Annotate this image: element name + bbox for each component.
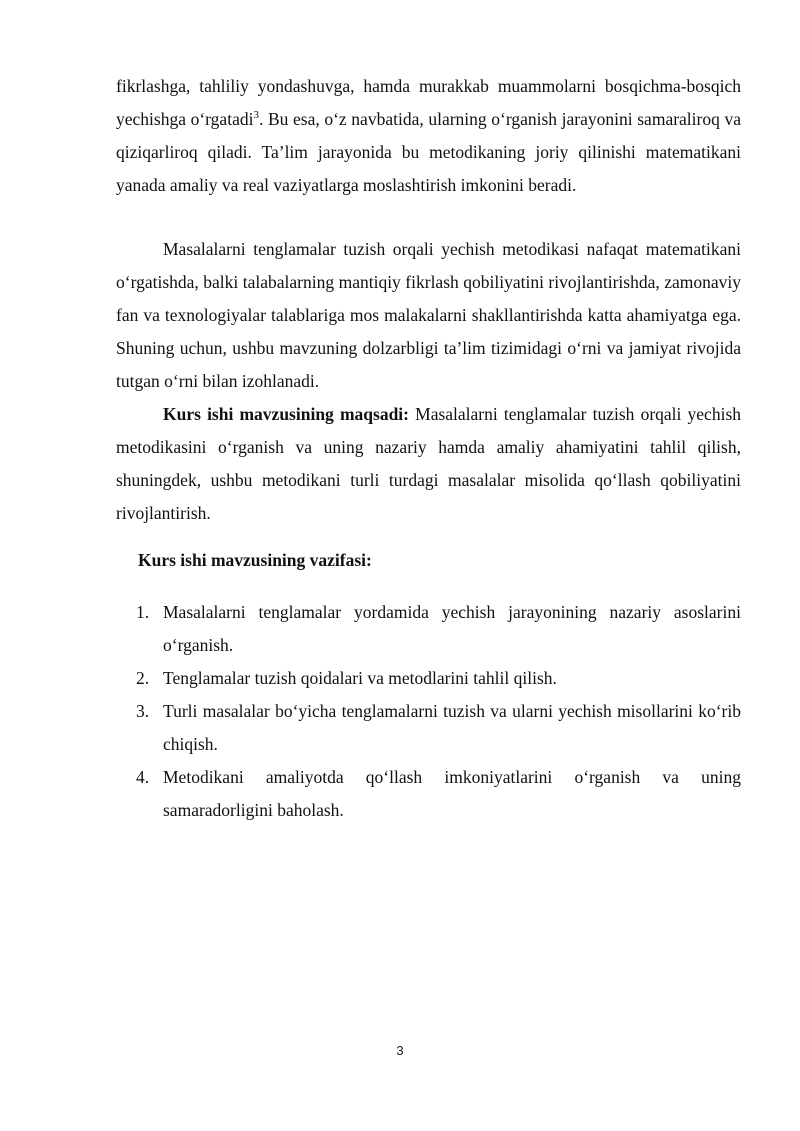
list-item: [116, 596, 741, 662]
paragraph-goal: [116, 398, 741, 530]
goal-text: Masalalarni tenglamalar tuzish orqali yechish metodikasini o‘rganish va uning nazariy hamda amaliy ahamiyatini tahlil qilish, shuningdek, ushbu metodikani turli turdagi masalalar misolida qo‘llash qobiliyatini rivojlantirish.: [116, 404, 741, 523]
paragraph-relevance: Masalalarni tenglamalar tuzish orqali yechish metodikasi nafaqat matematikani o‘rgatishda, balki talabalarning mantiqiy fikrlash qobiliyatini rivojlantirishda, zamonaviy fan va texnologiyalar talablariga mos malakalarni shakllantirishda katta ahamiyatga ega. Shuning uchun, ushbu mavzuning dolzarbligi ta’lim tizimidagi o‘rni va jamiyat rivojida tutgan o‘rni bilan izohlanadi.: [116, 239, 741, 391]
tasks-list: [116, 596, 741, 827]
list-item-number: 3.: [136, 701, 150, 721]
goal-label: Kurs ishi mavzusining maqsadi:: [163, 404, 409, 424]
list-item-number: 2.: [136, 668, 150, 688]
paragraph-1-text-b: . Bu esa, o‘z navbatida, ularning o‘rganish jarayonini samaraliroq va qiziqarliroq qiladi. Ta’lim jarayonida bu metodikaning joriy qilinishi matematikani yanada amaliy va real vaziyatlarga moslashtirish imkonini beradi.: [116, 109, 741, 195]
list-item: [116, 662, 741, 695]
page-number: 3: [396, 1043, 404, 1058]
paragraph-continuation: [116, 70, 741, 202]
paragraph-1-text-a: fikrlashga, tahliliy yondashuvga, hamda murakkab muammolarni bosqichma-bosqich yechishga o‘rgatadi: [116, 76, 741, 129]
list-item-text: Masalalarni tenglamalar yordamida yechish jarayonining nazariy asoslarini o‘rganish.: [163, 602, 741, 655]
list-item-text: Turli masalalar bo‘yicha tenglamalarni tuzish va ularni yechish misollarini ko‘rib chiqish.: [163, 701, 741, 754]
list-item-number: 1.: [136, 602, 150, 622]
list-item: [116, 761, 741, 827]
list-item: [116, 695, 741, 761]
list-item-number: 4.: [136, 767, 150, 787]
tasks-heading: Kurs ishi mavzusining vazifasi:: [138, 550, 372, 570]
list-item-text: Metodikani amaliyotda qo‘llash imkoniyatlarini o‘rganish va uning samaradorligini baholash.: [163, 767, 741, 820]
list-item-text: Tenglamalar tuzish qoidalari va metodlarini tahlil qilish.: [163, 668, 557, 688]
footnote-reference: 3: [253, 109, 259, 122]
